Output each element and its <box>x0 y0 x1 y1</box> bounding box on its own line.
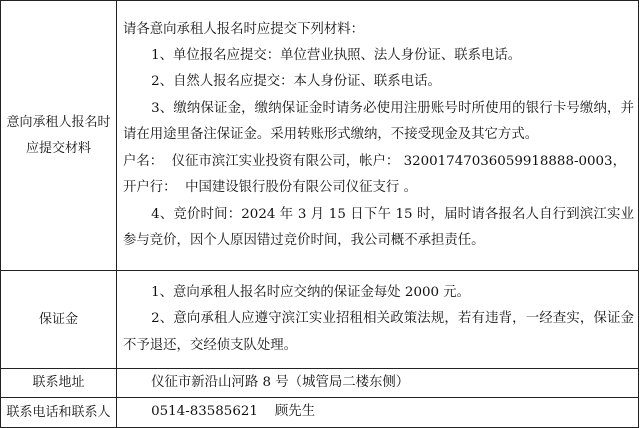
address-text: 仪征市新沿山河路 8 号（城管局二楼东侧） <box>151 375 410 390</box>
item-2-paragraph: 2、自然人报名应提交：本人身份证、联系电话。 <box>151 74 441 90</box>
item-3-paragraph: 3、缴纳保证金，缴纳保证金时请务必使用注册账号时所使用的银行卡号缴纳，并请在用途里备注保证金。采用转账形式缴纳，不接受现金及其它方式。 <box>123 100 634 143</box>
deposit-item-1: 1、意向承租人报名时应交纳的保证金每处 2000 元。 <box>151 284 471 300</box>
row-label-materials <box>1 1 117 271</box>
intro-paragraph: 请各意向承租人报名时应提交下列材料： <box>123 21 365 37</box>
table-row-address <box>1 369 639 398</box>
row-content-materials <box>117 1 639 271</box>
item-1-paragraph: 1、单位报名应提交：单位营业执照、法人身份证、联系电话。 <box>151 48 522 64</box>
row-content-address <box>117 369 639 398</box>
row-label-deposit: 保证金 <box>1 271 117 369</box>
table-row-deposit <box>1 271 639 369</box>
account-name-paragraph: 户名： 仪征市滨江实业投资有限公司，帐户： 32001747036059918888-0003， <box>123 153 626 169</box>
row-content-deposit <box>117 271 639 369</box>
contact-text: 0514-83585621 顾先生 <box>151 404 316 420</box>
row-content-contact <box>117 398 639 427</box>
row-label-address: 联系地址 <box>1 369 117 398</box>
table-row-contact <box>1 398 639 427</box>
label-line: 应提交材料 <box>25 140 91 156</box>
item-4-paragraph: 4、竞价时间：2024 年 3 月 15 日下午 15 时，届时请各报名人自行到滨江实业参与竞价，因个人原因错过竞价时间，我公司概不承担责任。 <box>123 206 634 248</box>
label-line: 意向承租人报名时 <box>6 114 111 130</box>
bank-paragraph: 开户行： 中国建设银行股份有限公司仪征支行 。 <box>123 180 417 196</box>
table-row-materials <box>1 1 639 271</box>
row-label-contact: 联系电话和联系人 <box>1 398 117 427</box>
deposit-item-2: 2、意向承租人应遵守滨江实业招租相关政策法规，若有违背，一经查实，保证金不予退还，交经侦支队处理。 <box>123 311 634 353</box>
